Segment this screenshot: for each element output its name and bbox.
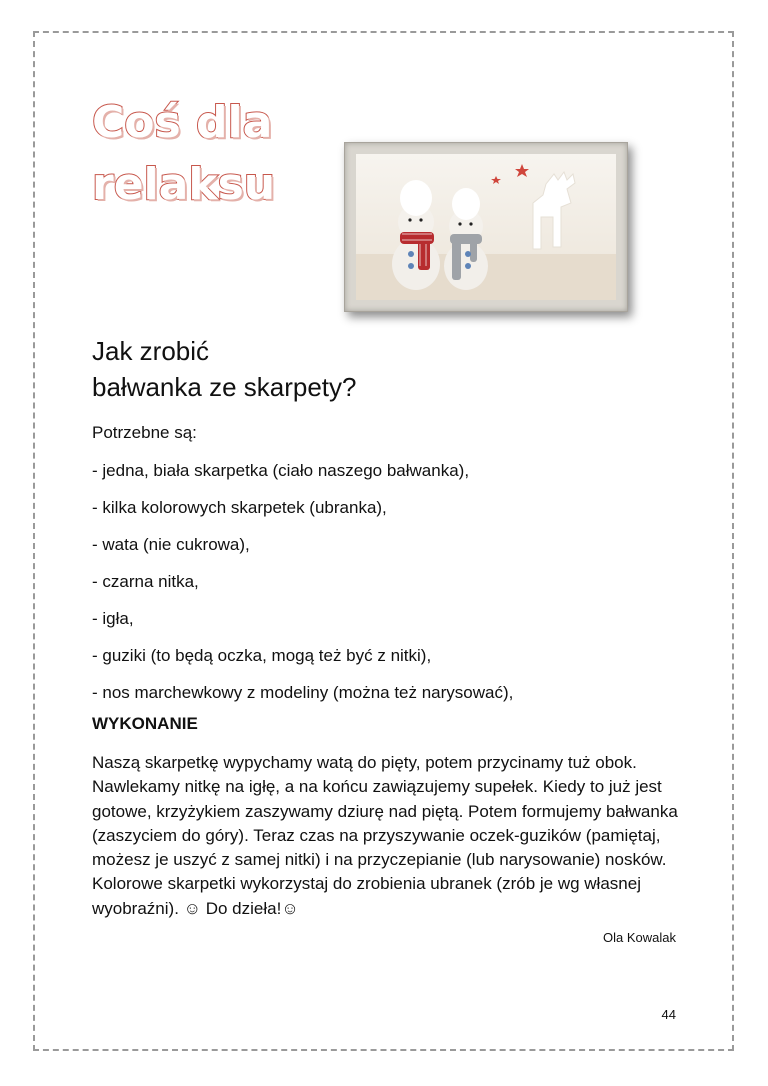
snowman-photo — [356, 154, 616, 300]
materials-label: Potrzebne są: — [92, 423, 197, 442]
materials-item: - nos marchewkowy z modeliny (można też narysować), — [92, 683, 514, 702]
materials-item: - guziki (to będą oczka, mogą też być z nitki), — [92, 646, 432, 665]
article-title — [92, 333, 356, 405]
section-heading-wykonanie: WYKONANIE — [92, 714, 198, 733]
materials-list — [92, 460, 513, 719]
instructions-paragraph: Naszą skarpetkę wypychamy watą do pięty, potem przycinamy tuż obok. Nawlekamy nitkę na igłę, a na końcu zawiązujemy supełek. Kiedy to już jest gotowe, krzyżykiem zaszywamy dziurę nad piętą. Potem formujemy bałwanka (zaszyciem do góry). Teraz czas na przyszywanie oczek-guzików (pamiętaj, możesz je uszyć z samej nitki) i na przyczepianie (lub narysowanie) nosków. Kolorowe skarpetki wykorzystaj do zrobienia ubranek (zrób je wg własnej wyobraźni). ☺ Do dzieła!☺ — [92, 753, 678, 918]
page-heading — [92, 92, 275, 216]
snowman-photo-frame — [344, 142, 628, 312]
article-title-line-2: bałwanka ze skarpety? — [92, 372, 357, 402]
materials-item: - wata (nie cukrowa), — [92, 535, 250, 554]
materials-item: - jedna, biała skarpetka (ciało naszego bałwanka), — [92, 461, 470, 480]
page-number: 44 — [661, 1007, 676, 1022]
page-heading-line-2: relaksu — [92, 159, 276, 210]
page-heading-line-1: Coś dla — [92, 97, 273, 148]
author-name: Ola Kowalak — [603, 930, 676, 945]
materials-item: - kilka kolorowych skarpetek (ubranka), — [92, 498, 387, 517]
materials-item: - igła, — [92, 609, 134, 628]
article-title-line-1: Jak zrobić — [92, 336, 210, 366]
materials-item: - czarna nitka, — [92, 572, 199, 591]
